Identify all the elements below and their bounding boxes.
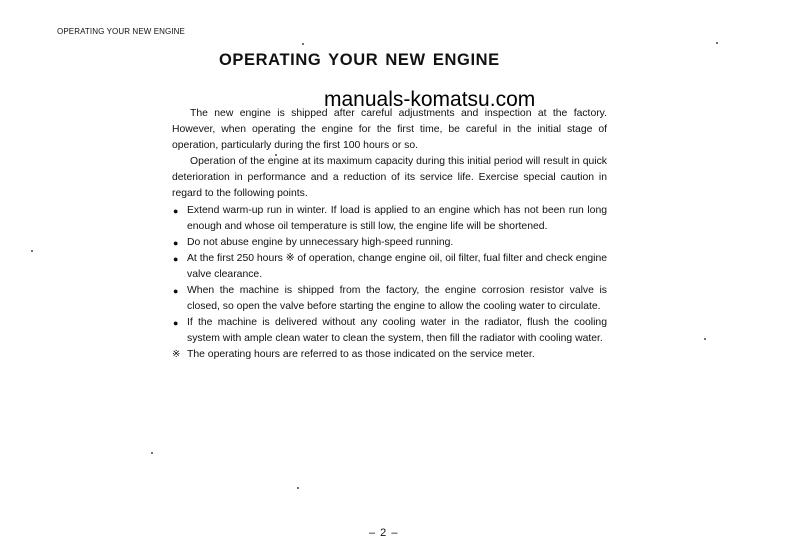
intro-paragraph-2: Operation of the engine at its maximum capacity during this initial period will result in quick deterioration in performance and a reduction of its service life. Exercise special caution in regard to the following points. xyxy=(172,156,607,200)
bullet-icon: ● xyxy=(173,205,179,216)
footnote-text: The operating hours are referred to as those indicated on the service meter. xyxy=(187,349,535,361)
list-item-text: Extend warm-up run in winter. If load is applied to an engine which has not been run long enough and whose oil temperature is still low, the engine life will be shortened. xyxy=(187,204,607,232)
scan-speck xyxy=(716,42,718,44)
list-item xyxy=(172,235,607,251)
precautions-list xyxy=(172,203,607,364)
scan-speck xyxy=(151,452,153,454)
intro-paragraph-1: The new engine is shipped after careful adjustments and inspection at the factory. However, when operating the engine for the first time, be careful in the initial stage of operation, particularly during the first 100 hours or so. xyxy=(172,108,607,152)
footnote xyxy=(172,347,607,363)
scan-speck xyxy=(275,154,277,156)
scan-speck xyxy=(704,338,706,340)
list-item xyxy=(172,251,607,283)
reference-mark-icon: ※ xyxy=(172,349,181,361)
scan-speck xyxy=(302,43,304,45)
list-item-text: If the machine is delivered without any cooling water in the radiator, flush the cooling system with ample clean water to clean the system, then fill the radiator with cooling water. xyxy=(187,317,607,345)
list-item xyxy=(172,203,607,235)
list-item xyxy=(172,283,607,315)
list-item-text: At the first 250 hours ※ of operation, change engine oil, oil filter, fual filter and check engine valve clearance. xyxy=(187,252,607,280)
bullet-icon: ● xyxy=(173,286,179,297)
body-text xyxy=(172,106,607,364)
scan-speck xyxy=(297,487,299,489)
running-head: OPERATING YOUR NEW ENGINE xyxy=(57,27,185,36)
list-item xyxy=(172,315,607,347)
bullet-icon: ● xyxy=(173,237,179,248)
list-item-text: Do not abuse engine by unnecessary high-speed running. xyxy=(187,236,454,248)
watermark-link[interactable]: manuals-komatsu.com xyxy=(324,88,536,111)
scan-speck xyxy=(31,250,33,252)
page-title-text: OPERATING YOUR NEW ENGINE xyxy=(219,51,500,69)
bullet-icon: ● xyxy=(173,318,179,329)
list-item-text: When the machine is shipped from the factory, the engine corrosion resistor valve is closed, so open the valve before starting the engine to allow the cooling water to circulate. xyxy=(187,285,607,313)
bullet-icon: ● xyxy=(173,253,179,264)
page-number: – 2 – xyxy=(369,527,399,539)
